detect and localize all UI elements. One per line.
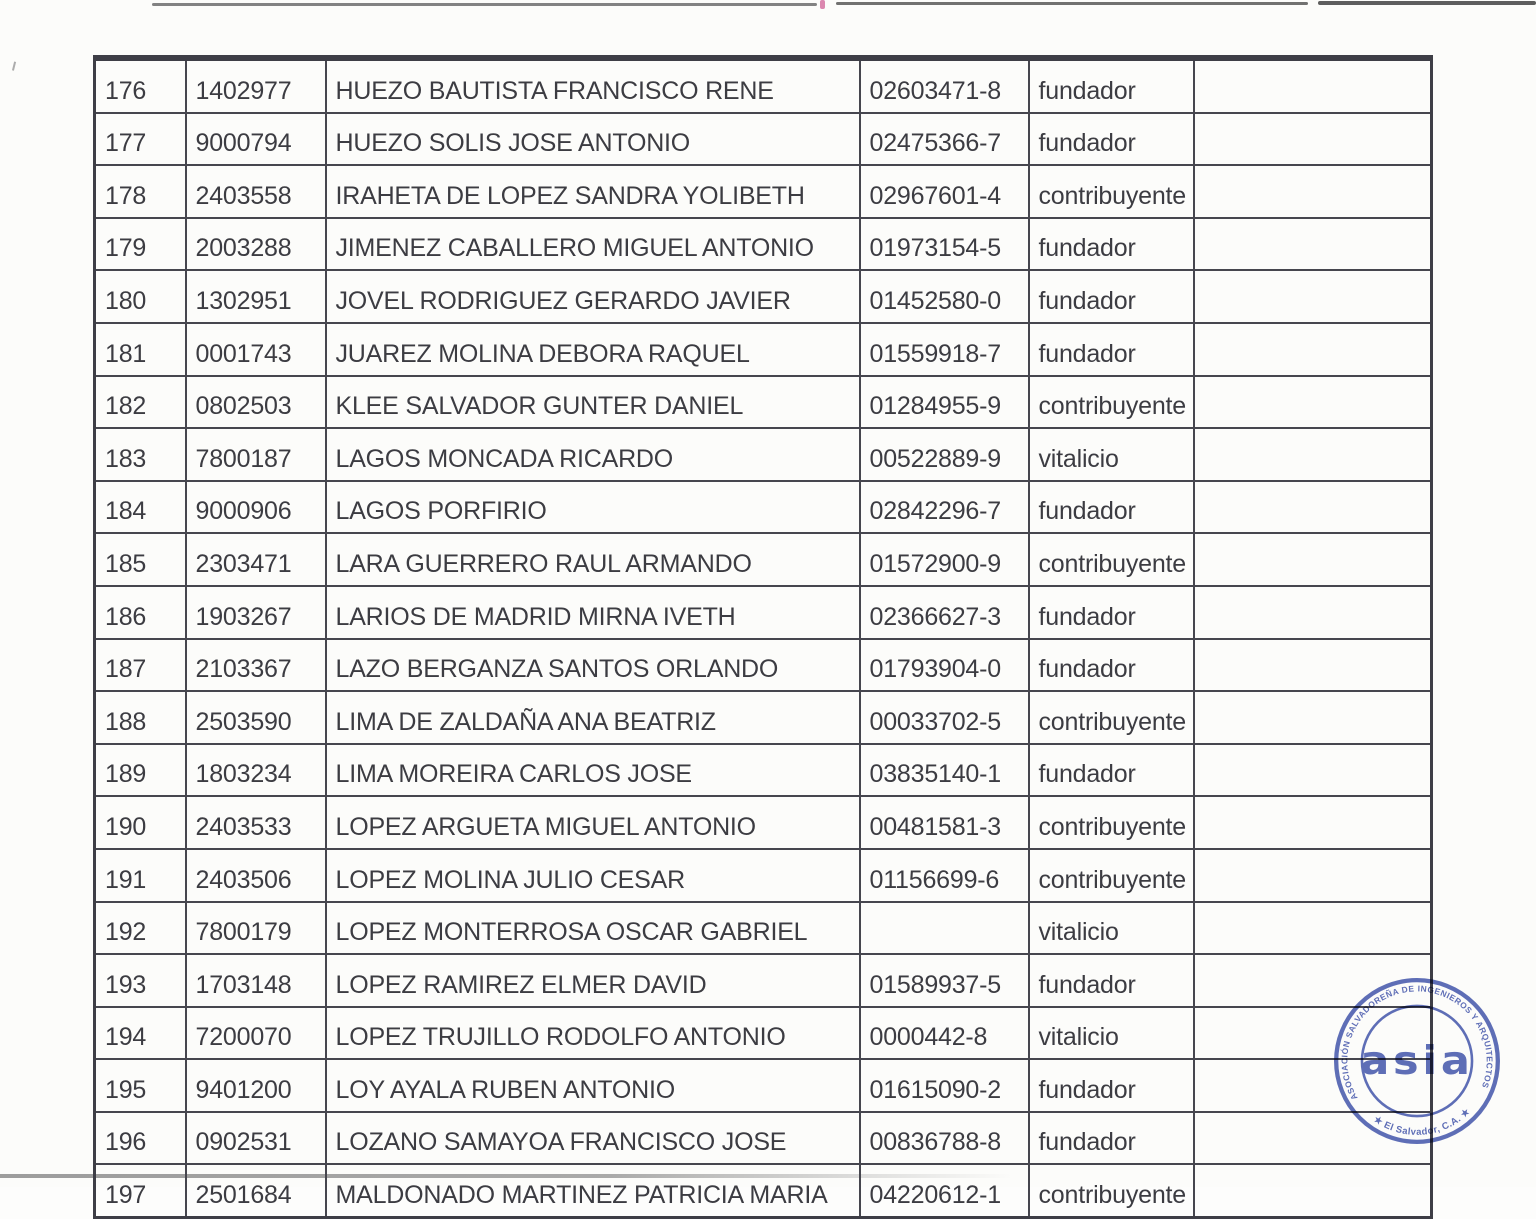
notes-cell [1194, 270, 1432, 323]
row-number-cell: 177 [95, 113, 186, 166]
scan-artifact-top-line [836, 2, 1308, 5]
table-row [95, 586, 1432, 639]
document-number-cell: 01793904-0 [860, 639, 1029, 692]
table-row [95, 849, 1432, 902]
document-number-cell: 02603471-8 [860, 58, 1029, 113]
stamp-ring-text-bottom: ★ El Salvador, C.A. ★ [1371, 1106, 1473, 1138]
document-number-cell: 02475366-7 [860, 113, 1029, 166]
member-code-cell: 7800179 [186, 902, 326, 955]
notes-cell [1194, 218, 1432, 271]
member-code-cell: 0802503 [186, 376, 326, 429]
stamp-ring-text-top: ASOCIACIÓN SALVADOREÑA DE INGENIEROS Y ARQUITECTOS [1339, 983, 1495, 1102]
notes-cell [1194, 639, 1432, 692]
member-type-cell: fundador [1029, 218, 1194, 271]
member-name-cell: LIMA MOREIRA CARLOS JOSE [326, 744, 860, 797]
scan-artifact-pink-tick [820, 0, 825, 9]
notes-cell [1194, 586, 1432, 639]
table-row [95, 428, 1432, 481]
notes-cell [1194, 113, 1432, 166]
asia-association-stamp [1331, 975, 1503, 1147]
notes-cell [1194, 691, 1432, 744]
table-row [95, 323, 1432, 376]
member-type-cell: fundador [1029, 113, 1194, 166]
member-type-cell: contribuyente [1029, 1164, 1194, 1217]
member-name-cell: JIMENEZ CABALLERO MIGUEL ANTONIO [326, 218, 860, 271]
table-row [95, 796, 1432, 849]
document-number-cell: 02967601-4 [860, 165, 1029, 218]
scan-artifact-top-line [1318, 1, 1536, 5]
row-number-cell: 187 [95, 639, 186, 692]
notes-cell [1194, 849, 1432, 902]
document-number-cell: 02842296-7 [860, 481, 1029, 534]
member-type-cell: contribuyente [1029, 533, 1194, 586]
member-name-cell: MALDONADO MARTINEZ PATRICIA MARIA [326, 1164, 860, 1217]
document-number-cell: 01452580-0 [860, 270, 1029, 323]
document-number-cell [860, 902, 1029, 955]
member-name-cell: LARIOS DE MADRID MIRNA IVETH [326, 586, 860, 639]
member-type-cell: contribuyente [1029, 376, 1194, 429]
member-type-cell: contribuyente [1029, 849, 1194, 902]
member-name-cell: LOZANO SAMAYOA FRANCISCO JOSE [326, 1112, 860, 1165]
notes-cell [1194, 744, 1432, 797]
table-row [95, 954, 1432, 1007]
notes-cell [1194, 796, 1432, 849]
row-number-cell: 195 [95, 1059, 186, 1112]
member-name-cell: LIMA DE ZALDAÑA ANA BEATRIZ [326, 691, 860, 744]
table-row [95, 376, 1432, 429]
member-name-cell: LOPEZ RAMIREZ ELMER DAVID [326, 954, 860, 1007]
member-code-cell: 1402977 [186, 58, 326, 113]
document-number-cell: 01284955-9 [860, 376, 1029, 429]
row-number-cell: 180 [95, 270, 186, 323]
member-code-cell: 2303471 [186, 533, 326, 586]
member-code-cell: 2003288 [186, 218, 326, 271]
member-name-cell: HUEZO BAUTISTA FRANCISCO RENE [326, 58, 860, 113]
member-name-cell: LOPEZ ARGUETA MIGUEL ANTONIO [326, 796, 860, 849]
member-code-cell: 7800187 [186, 428, 326, 481]
member-type-cell: vitalicio [1029, 428, 1194, 481]
notes-cell [1194, 428, 1432, 481]
table-row [95, 481, 1432, 534]
row-number-cell: 193 [95, 954, 186, 1007]
document-number-cell: 01973154-5 [860, 218, 1029, 271]
member-name-cell: IRAHETA DE LOPEZ SANDRA YOLIBETH [326, 165, 860, 218]
table-row [95, 639, 1432, 692]
table-row [95, 1112, 1432, 1165]
scan-artifact-speck [12, 62, 19, 72]
row-number-cell: 181 [95, 323, 186, 376]
row-number-cell: 196 [95, 1112, 186, 1165]
table-row [95, 165, 1432, 218]
member-code-cell: 1903267 [186, 586, 326, 639]
document-number-cell: 0000442-8 [860, 1007, 1029, 1060]
member-name-cell: LAGOS PORFIRIO [326, 481, 860, 534]
table-row [95, 1164, 1432, 1217]
table-row [95, 58, 1432, 113]
member-type-cell: fundador [1029, 323, 1194, 376]
member-type-cell: contribuyente [1029, 796, 1194, 849]
member-table [93, 55, 1433, 1219]
member-code-cell: 2503590 [186, 691, 326, 744]
document-number-cell: 01156699-6 [860, 849, 1029, 902]
notes-cell [1194, 1164, 1432, 1217]
document-number-cell: 00522889-9 [860, 428, 1029, 481]
member-name-cell: JUAREZ MOLINA DEBORA RAQUEL [326, 323, 860, 376]
document-number-cell: 01572900-9 [860, 533, 1029, 586]
member-code-cell: 1703148 [186, 954, 326, 1007]
member-code-cell: 9000906 [186, 481, 326, 534]
row-number-cell: 191 [95, 849, 186, 902]
row-number-cell: 176 [95, 58, 186, 113]
row-number-cell: 183 [95, 428, 186, 481]
row-number-cell: 179 [95, 218, 186, 271]
table-row [95, 744, 1432, 797]
notes-cell [1194, 58, 1432, 113]
member-type-cell: fundador [1029, 58, 1194, 113]
member-name-cell: HUEZO SOLIS JOSE ANTONIO [326, 113, 860, 166]
member-name-cell: LARA GUERRERO RAUL ARMANDO [326, 533, 860, 586]
row-number-cell: 185 [95, 533, 186, 586]
table-row [95, 270, 1432, 323]
member-code-cell: 9000794 [186, 113, 326, 166]
document-number-cell: 00481581-3 [860, 796, 1029, 849]
table-row [95, 533, 1432, 586]
notes-cell [1194, 533, 1432, 586]
member-code-cell: 2501684 [186, 1164, 326, 1217]
member-code-cell: 2403558 [186, 165, 326, 218]
table-row [95, 1007, 1432, 1060]
member-type-cell: fundador [1029, 639, 1194, 692]
notes-cell [1194, 902, 1432, 955]
member-code-cell: 2103367 [186, 639, 326, 692]
member-type-cell: fundador [1029, 954, 1194, 1007]
member-type-cell: fundador [1029, 586, 1194, 639]
member-code-cell: 1302951 [186, 270, 326, 323]
document-number-cell: 00836788-8 [860, 1112, 1029, 1165]
row-number-cell: 192 [95, 902, 186, 955]
row-number-cell: 188 [95, 691, 186, 744]
notes-cell [1194, 481, 1432, 534]
scan-artifact-top-line [152, 3, 817, 6]
table-row [95, 691, 1432, 744]
stamp-asia-logo: asia [1360, 1037, 1474, 1084]
member-type-cell: contribuyente [1029, 165, 1194, 218]
row-number-cell: 186 [95, 586, 186, 639]
row-number-cell: 178 [95, 165, 186, 218]
notes-cell [1194, 323, 1432, 376]
member-name-cell: JOVEL RODRIGUEZ GERARDO JAVIER [326, 270, 860, 323]
member-table-body [95, 58, 1432, 1218]
table-row [95, 113, 1432, 166]
member-type-cell: contribuyente [1029, 691, 1194, 744]
row-number-cell: 190 [95, 796, 186, 849]
row-number-cell: 194 [95, 1007, 186, 1060]
document-number-cell: 02366627-3 [860, 586, 1029, 639]
member-name-cell: LOY AYALA RUBEN ANTONIO [326, 1059, 860, 1112]
member-name-cell: LAGOS MONCADA RICARDO [326, 428, 860, 481]
document-number-cell: 04220612-1 [860, 1164, 1029, 1217]
row-number-cell: 182 [95, 376, 186, 429]
notes-cell [1194, 376, 1432, 429]
document-number-cell: 00033702-5 [860, 691, 1029, 744]
member-name-cell: LOPEZ MOLINA JULIO CESAR [326, 849, 860, 902]
notes-cell [1194, 165, 1432, 218]
table-row [95, 218, 1432, 271]
member-type-cell: fundador [1029, 1059, 1194, 1112]
member-code-cell: 2403506 [186, 849, 326, 902]
member-type-cell: fundador [1029, 744, 1194, 797]
member-code-cell: 9401200 [186, 1059, 326, 1112]
document-number-cell: 03835140-1 [860, 744, 1029, 797]
member-code-cell: 7200070 [186, 1007, 326, 1060]
member-type-cell: fundador [1029, 481, 1194, 534]
member-code-cell: 0001743 [186, 323, 326, 376]
member-name-cell: LAZO BERGANZA SANTOS ORLANDO [326, 639, 860, 692]
table-row [95, 1059, 1432, 1112]
row-number-cell: 189 [95, 744, 186, 797]
document-number-cell: 01559918-7 [860, 323, 1029, 376]
member-name-cell: LOPEZ MONTERROSA OSCAR GABRIEL [326, 902, 860, 955]
member-code-cell: 1803234 [186, 744, 326, 797]
row-number-cell: 184 [95, 481, 186, 534]
member-type-cell: vitalicio [1029, 902, 1194, 955]
member-type-cell: vitalicio [1029, 1007, 1194, 1060]
member-code-cell: 0902531 [186, 1112, 326, 1165]
document-number-cell: 01615090-2 [860, 1059, 1029, 1112]
member-name-cell: LOPEZ TRUJILLO RODOLFO ANTONIO [326, 1007, 860, 1060]
row-number-cell: 197 [95, 1164, 186, 1217]
table-row [95, 902, 1432, 955]
member-name-cell: KLEE SALVADOR GUNTER DANIEL [326, 376, 860, 429]
document-number-cell: 01589937-5 [860, 954, 1029, 1007]
member-type-cell: fundador [1029, 1112, 1194, 1165]
member-type-cell: fundador [1029, 270, 1194, 323]
member-code-cell: 2403533 [186, 796, 326, 849]
